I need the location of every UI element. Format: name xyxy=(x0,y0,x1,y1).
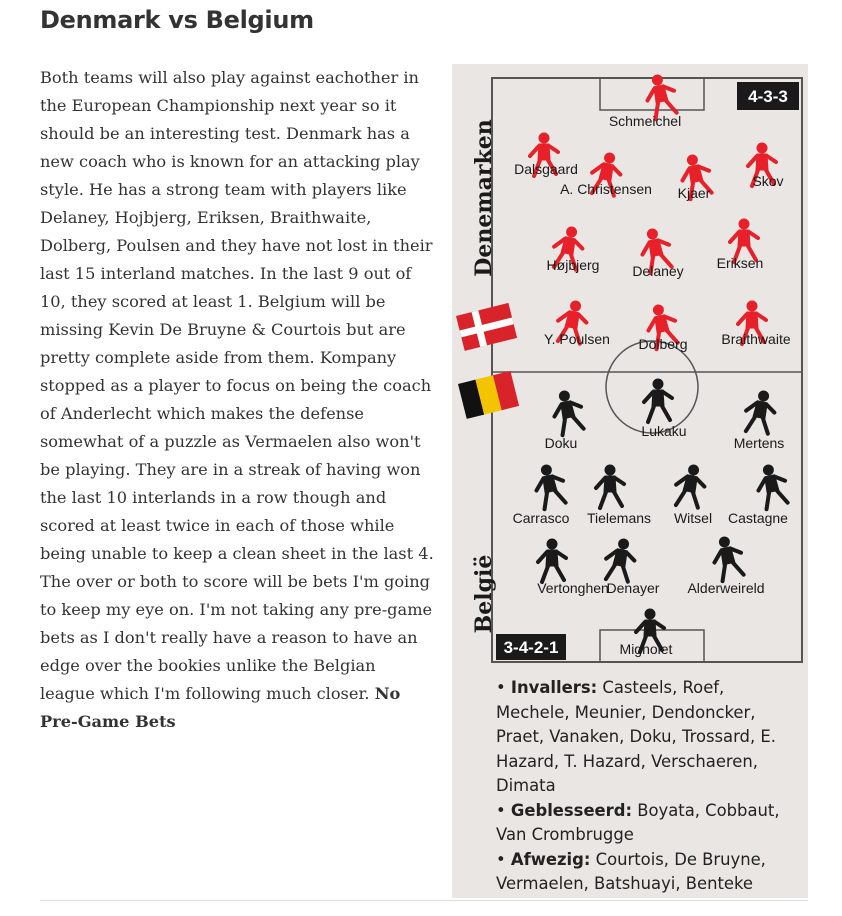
invallers-label: Invallers: xyxy=(510,678,598,697)
player-label: Mignolet xyxy=(619,641,673,657)
player-label: A. Christensen xyxy=(560,181,652,197)
afwezig-list: Courtois, De Bruyne, Vermaelen, Batshuayi, Benteke xyxy=(496,849,766,893)
afwezig-label: Afwezig: xyxy=(510,849,591,869)
player-label: Alderweireld xyxy=(687,580,765,596)
player-label: Kjaer xyxy=(677,185,711,201)
player-label: Vertonghen xyxy=(537,580,609,596)
geblesseerd-label: Geblesseerd: xyxy=(510,800,633,820)
player-figure-icon xyxy=(596,465,624,508)
lineup-pitch xyxy=(452,64,808,664)
player-figure-icon xyxy=(532,462,568,510)
player-label: Witsel xyxy=(673,510,713,526)
lineup-notes xyxy=(496,676,801,897)
player-label: Tielemans xyxy=(586,510,652,526)
article-text: Both teams will also play against eachother in the European Championship next year so it should be an interesting test. Denmark has a new coach who is known for an attacking play style. He has a strong team with players like Delaney, Hojbjerg, Eriksen, Braithwaite, Dolberg, Poulsen and they have not lost in their last 15 interland matches. In the last 9 out of 10, they scored at least 1. Belgium will be missing Kevin De Bruyne & Courtois but are pretty complete aside from them. Kompany stopped as a player to focus on being the coach of Anderlecht which makes the defense somewhat of a puzzle as Vermaelen also won't be playing. They are in a streak of having won the last 10 interlands in a row though and scored at least twice in each of those while being unable to keep a clean sheet in the last 4. The over or both to score will be bets I'm going to keep my eye on. I'm not taking any pre-game bets as I don't really have a reason to have an edge over the bookies unlike the Belgian league which I'm following much closer. xyxy=(40,68,434,703)
player-label: Dolberg xyxy=(638,336,688,352)
article-body xyxy=(40,64,435,736)
afwezig-note: • Afwezig: Courtois, De Bruyne, Vermaelen, Batshuayi, Benteke xyxy=(496,849,766,893)
invallers-note: • Invallers: Casteels, Roef, Mechele, Meunier, Dendoncker, Praet, Vanaken, Doku, Trossard, E. Hazard, T. Hazard, Verschaeren, Dimata xyxy=(496,678,776,795)
player-label: Braithwaite xyxy=(721,331,791,347)
player-label: Y. Poulsen xyxy=(544,331,610,347)
player-label: Skov xyxy=(752,173,784,189)
player-figure-icon xyxy=(710,534,746,582)
flag-denmark-icon xyxy=(456,303,517,351)
lineup-graphic xyxy=(452,64,808,898)
player-label: Mertens xyxy=(733,435,785,451)
player-label: Eriksen xyxy=(716,255,764,271)
geblesseerd-note: • Geblesseerd: Boyata, Cobbaut, Van Crombrugge xyxy=(496,800,780,844)
invallers-list: Casteels, Roef, Mechele, Meunier, Dendoncker, Praet, Vanaken, Doku, Trossard, E. Hazard, T. Hazard, Verschaeren, Dimata xyxy=(496,678,776,795)
player-figure-icon xyxy=(644,379,672,422)
player-labels xyxy=(513,113,791,657)
player-label: Dalsgaard xyxy=(514,161,578,177)
formation-belgium: 3-4-2-1 xyxy=(503,638,559,657)
player-label: Denayer xyxy=(606,580,660,596)
page-title: Denmark vs Belgium xyxy=(40,6,314,34)
bottom-divider xyxy=(40,900,808,901)
player-label: Carrasco xyxy=(512,510,570,526)
player-figure-icon xyxy=(602,536,638,584)
article-conclusion: No Pre-Game Bets xyxy=(40,684,401,731)
team-name-belgium: België xyxy=(471,554,497,634)
player-label: Doku xyxy=(544,435,578,451)
player-label: Delaney xyxy=(632,263,684,279)
player-label: Højbjerg xyxy=(546,257,600,273)
player-figure-icon xyxy=(550,388,586,436)
geblesseerd-list: Boyata, Cobbaut, Van Crombrugge xyxy=(496,800,780,844)
player-figure-icon xyxy=(538,539,566,582)
player-figure-icon xyxy=(742,388,778,436)
team-name-denmark: Denemarken xyxy=(471,119,497,277)
player-figure-icon xyxy=(754,462,790,510)
player-label: Lukaku xyxy=(641,423,687,439)
player-label: Schmeichel xyxy=(608,113,682,129)
formation-denmark: 4-3-3 xyxy=(748,87,788,106)
player-figure-icon xyxy=(672,462,708,510)
player-label: Castagne xyxy=(728,510,788,526)
flag-belgium-icon xyxy=(458,371,519,419)
center-circle xyxy=(606,341,698,433)
